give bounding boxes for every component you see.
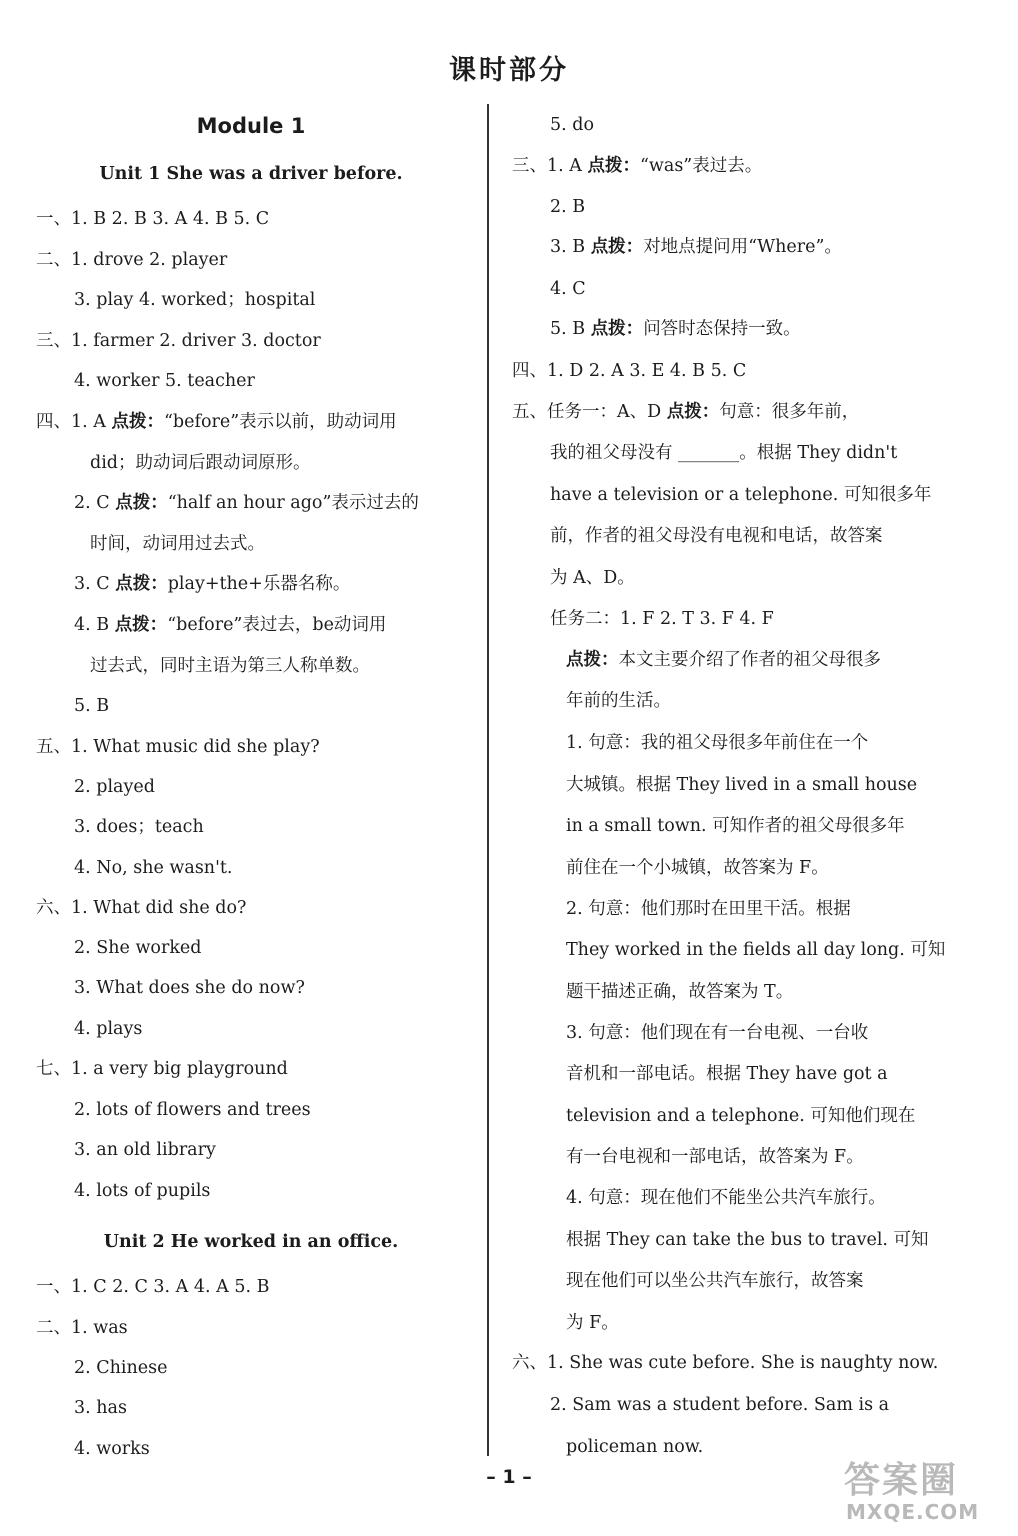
module-heading — [36, 112, 466, 140]
line-text: 4. works — [74, 1439, 150, 1459]
answer-line — [550, 233, 842, 261]
tip-label: 点拨： — [115, 574, 168, 594]
page-title: 课时部分 — [449, 55, 569, 86]
line-text: play+the+乐器名称。 — [167, 574, 351, 594]
line-text: 三、1. farmer 2. driver 3. doctor — [36, 331, 321, 351]
line-text: television and a telephone. 可知他们现在 — [566, 1106, 916, 1126]
line-text: 3. does；teach — [74, 817, 204, 837]
watermark-text: 答案圈 — [844, 1460, 959, 1501]
line-text: 对地点提问用“Where”。 — [643, 237, 842, 257]
page-number: – 1 – — [486, 1466, 532, 1488]
line-text: 5. do — [550, 115, 594, 135]
line-text: 5. B — [74, 696, 110, 716]
answer-line — [74, 367, 255, 395]
line-text: “before”表过去，be动词用 — [167, 615, 387, 635]
line-text: 3. B — [550, 237, 591, 257]
line-text: did；助动词后跟动词原形。 — [90, 453, 311, 473]
line-text: Module 1 — [196, 114, 306, 138]
line-text: 4. 句意：现在他们不能坐公共汽车旅行。 — [566, 1188, 886, 1208]
line-text: 为 F。 — [566, 1313, 619, 1333]
answer-line — [74, 286, 315, 314]
answer-line — [36, 1055, 288, 1083]
line-text: 4. lots of pupils — [74, 1181, 211, 1201]
answer-line — [74, 1177, 210, 1205]
answer-line — [36, 246, 227, 274]
tip-label: 点拨： — [590, 319, 644, 339]
answer-line — [550, 1391, 889, 1419]
line-text: 问答时态保持一致。 — [643, 319, 801, 339]
answer-line — [90, 530, 265, 558]
answer-line — [74, 773, 155, 801]
line-text: 过去式，同时主语为第三人称单数。 — [90, 656, 370, 676]
answer-line — [36, 1314, 128, 1342]
line-text: 六、1. What did she do? — [36, 898, 247, 918]
tip-label: 点拨： — [666, 402, 720, 422]
line-text: 3. has — [74, 1398, 127, 1418]
tip-label: 点拨： — [587, 156, 640, 176]
line-text: 1. 句意：我的祖父母很多年前住在一个 — [566, 733, 869, 753]
line-text: 六、1. She was cute before. She is naughty now. — [512, 1353, 939, 1373]
answer-line — [74, 854, 232, 882]
answer-line — [566, 729, 868, 757]
answer-line — [550, 522, 883, 550]
line-text: 2. Chinese — [74, 1358, 168, 1378]
answer-line — [512, 1349, 938, 1377]
line-text: 4. worker 5. teacher — [74, 371, 255, 391]
line-text: 3. an old library — [74, 1140, 216, 1160]
answer-line — [566, 646, 881, 674]
answer-line — [566, 1102, 915, 1130]
line-text: 七、1. a very big playground — [36, 1059, 288, 1079]
line-text: “before”表示以前，助动词用 — [163, 412, 397, 432]
line-text: “half an hour ago”表示过去的 — [167, 493, 419, 513]
line-text: 为 A、D。 — [550, 568, 635, 588]
line-text: 二、1. was — [36, 1318, 128, 1338]
answer-line — [566, 1184, 886, 1212]
line-text: 五、1. What music did she play? — [36, 737, 320, 757]
tip-label: 点拨： — [111, 412, 164, 432]
line-text: 有一台电视和一部电话，故答案为 F。 — [566, 1147, 864, 1167]
answer-line — [550, 275, 586, 303]
answer-line — [74, 1136, 216, 1164]
line-text: 前，作者的祖父母没有电视和电话，故答案 — [550, 526, 883, 546]
line-text: 4. B — [74, 615, 115, 635]
answer-line — [74, 1015, 142, 1043]
unit-heading — [36, 1228, 466, 1256]
answer-line — [566, 854, 829, 882]
answer-line — [566, 1019, 868, 1047]
answer-line — [566, 895, 851, 923]
answer-line — [550, 315, 801, 343]
answer-line — [74, 813, 204, 841]
line-text: have a television or a telephone. 可知很多年 — [550, 485, 932, 505]
answer-line — [550, 111, 594, 139]
line-text: 现在他们可以坐公共汽车旅行，故答案 — [566, 1271, 864, 1291]
answer-line — [74, 1354, 167, 1382]
watermark-domain: MXQE.COM — [846, 1500, 980, 1524]
line-text: 5. B — [550, 319, 591, 339]
answer-line — [512, 357, 746, 385]
line-text: 3. C — [74, 574, 116, 594]
answer-line — [36, 205, 269, 233]
line-text: 4. No, she wasn't. — [74, 858, 233, 878]
answer-line — [74, 1435, 150, 1463]
tip-label: 点拨： — [114, 615, 168, 635]
line-text: 前住在一个小城镇，故答案为 F。 — [566, 858, 829, 878]
line-text: 2. B — [550, 197, 586, 217]
line-text: 3. 句意：他们现在有一台电视、一台收 — [566, 1023, 869, 1043]
answer-line — [550, 193, 585, 221]
answer-line — [74, 1096, 311, 1124]
answer-line — [566, 1267, 864, 1295]
unit-heading — [36, 160, 466, 188]
answer-line — [566, 1143, 864, 1171]
answer-line — [566, 1309, 619, 1337]
answer-line — [550, 605, 774, 633]
line-text: 年前的生活。 — [566, 691, 671, 711]
answer-line — [566, 978, 793, 1006]
line-text: “was”表过去。 — [639, 156, 763, 176]
line-text: 2. She worked — [74, 938, 202, 958]
answer-line — [512, 398, 859, 426]
line-text: 题干描述正确，故答案为 T。 — [566, 982, 794, 1002]
answer-line — [550, 439, 897, 467]
answer-line — [74, 611, 386, 639]
answer-line — [36, 408, 397, 436]
line-text: 时间，动词用过去式。 — [90, 534, 265, 554]
line-text: 大城镇。根据 They lived in a small house — [566, 775, 918, 795]
line-text: 2. played — [74, 777, 155, 797]
answer-line — [566, 936, 945, 964]
answer-line — [36, 894, 246, 922]
answer-line — [550, 481, 931, 509]
line-text: 四、1. D 2. A 3. E 4. B 5. C — [512, 361, 747, 381]
line-text: 2. Sam was a student before. Sam is a — [550, 1395, 890, 1415]
line-text: 一、1. B 2. B 3. A 4. B 5. C — [36, 209, 270, 229]
line-text: 3. What does she do now? — [74, 978, 305, 998]
line-text: in a small town. 可知作者的祖父母很多年 — [566, 816, 905, 836]
answer-line — [74, 934, 201, 962]
tip-label: 点拨： — [566, 650, 619, 670]
line-text: 句意：很多年前， — [719, 402, 860, 422]
answer-line — [550, 564, 635, 592]
answer-line — [36, 327, 321, 355]
line-text: 2. lots of flowers and trees — [74, 1100, 311, 1120]
answer-line — [566, 1433, 703, 1461]
answer-line — [566, 812, 905, 840]
answer-line — [566, 1060, 888, 1088]
line-text: 2. C — [74, 493, 116, 513]
answer-line — [36, 733, 320, 761]
watermark-logo — [836, 1452, 1006, 1528]
line-text: 4. plays — [74, 1019, 143, 1039]
line-text: 四、1. A — [36, 412, 112, 432]
line-text: 任务二：1. F 2. T 3. F 4. F — [550, 609, 774, 629]
answer-line — [566, 1226, 929, 1254]
answer-line — [566, 687, 671, 715]
line-text: 我的祖父母没有 _______。根据 They didn't — [550, 443, 898, 463]
answer-line — [74, 489, 419, 517]
tip-label: 点拨： — [115, 493, 168, 513]
answer-line — [512, 152, 762, 180]
column-divider — [487, 104, 489, 1456]
line-text: 2. 句意：他们那时在田里干活。根据 — [566, 899, 851, 919]
line-text: 二、1. drove 2. player — [36, 250, 228, 270]
answer-line — [74, 692, 109, 720]
answer-line — [566, 771, 917, 799]
line-text: 音机和一部电话。根据 They have got a — [566, 1064, 888, 1084]
line-text: 五、任务一：A、D — [512, 402, 667, 422]
answer-line — [90, 449, 311, 477]
line-text: Unit 1 She was a driver before. — [99, 164, 403, 184]
answer-line — [36, 1273, 269, 1301]
answer-line — [74, 570, 350, 598]
answer-line — [90, 652, 370, 680]
answer-line — [74, 974, 305, 1002]
line-text: policeman now. — [566, 1437, 704, 1457]
line-text: 一、1. C 2. C 3. A 4. A 5. B — [36, 1277, 270, 1297]
line-text: They worked in the fields all day long. 可知 — [566, 940, 946, 960]
line-text: 4. C — [550, 279, 586, 299]
tip-label: 点拨： — [590, 237, 644, 257]
line-text: 三、1. A — [512, 156, 588, 176]
line-text: Unit 2 He worked in an office. — [103, 1232, 399, 1252]
line-text: 本文主要介绍了作者的祖父母很多 — [618, 650, 881, 670]
line-text: 根据 They can take the bus to travel. 可知 — [566, 1230, 929, 1250]
line-text: 3. play 4. worked；hospital — [74, 290, 316, 310]
answer-line — [74, 1394, 127, 1422]
